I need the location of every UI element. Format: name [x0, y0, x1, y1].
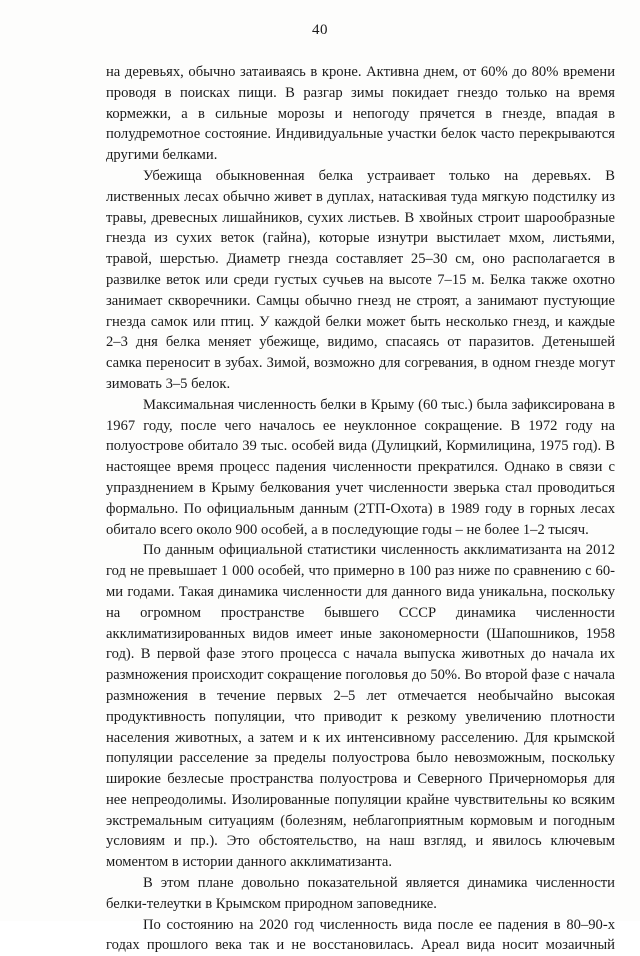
paragraph-4: По данным официальной статистики численность акклиматизанта на 2012 год не превышает 1 000 особей, что примерно в 100 раз ниже по сравнению с 60-ми годами. Такая динамика численности для данного вида уникальна, поскольку на огромном пространстве бывшего СССР динамика численности акклиматизированных видов имеет иные закономерности (Шапошников, 1958 год). В первой фазе этого процесса с начала выпуска животных до начала их размножения происходит сокращение поголовья до 50%. Во второй фазе с начала размножения в течение первых 2–5 лет отмечается необычайно высокая продуктивность популяции, что приводит к резкому увеличению плотности населения животных, а затем и к их интенсивному расселению. Для крымской популяции расселение за пределы полуострова было невозможным, поскольку широкие безлесые пространства полуострова и Северного Причерноморья для нее непреодолимы. Изолированные популяции крайне чувствительны ко всяким экстремальным ситуациям (болезням, неблагоприятным кормовым и погодным условиям и пр.). Это обстоятельство, на наш взгляд, и явилось ключевым моментом в истории данного акклиматизанта. — [106, 542, 615, 871]
paragraph-6: По состоянию на 2020 год численность вида после ее падения в 80–90-х годах прошлого века так и не восстановилась. Ареал вида носит мозаичный — [106, 916, 615, 954]
body-text — [106, 62, 615, 956]
paragraph-5: В этом плане довольно показательной является динамика численности белки-телеутки в Крымском природном заповеднике. — [106, 875, 615, 912]
paragraph-1: на деревьях, обычно затаиваясь в кроне. Активна днем, от 60% до 80% времени проводя в поисках пищи. В разгар зимы покидает гнездо только на время кормежки, а в сильные морозы и непогоду прячется в гнезде, впадая в полудремотное состояние. Индивидуальные участки белок часто перекрываются другими белками. — [106, 64, 615, 164]
paragraph-2: Убежища обыкновенная белка устраивает только на деревьях. В лиственных лесах обычно живет в дуплах, натаскивая туда мягкую подстилку из травы, древесных лишайников, сухих листьев. В хвойных строит шарообразные гнезда из сухих веток (гайна), которые изнутри выстилает мхом, листьями, травой, шерстью. Диаметр гнезда составляет 25–30 см, оно располагается в развилке веток или среди густых сучьев на высоте 7–15 м. Белка также охотно занимает скворечники. Самцы обычно гнезд не строят, а занимают пустующие гнезда самок или птиц. У каждой белки может быть несколько гнезд, и каждые 2–3 дня белка меняет убежище, видимо, спасаясь от паразитов. Детенышей самка переносит в зубах. Зимой, возможно для согревания, в одном гнезде могут зимовать 3–5 белок. — [106, 167, 615, 392]
paragraph-3: Максимальная численность белки в Крыму (60 тыс.) была зафиксирована в 1967 году, после чего началось ее неуклонное сокращение. В 1972 году на полуострове обитало 39 тыс. особей вида (Дулицкий, Кормилицина, 1975 год). В настоящее время процесс падения численности прекратился. Однако в связи с упразднением в Крыму белкования учет численности зверька стал проводиться формально. По официальным данным (2ТП-Охота) в 1989 году в горных лесах обитало всего около 900 особей, а в последующие годы – не более 1–2 тысяч. — [106, 396, 615, 538]
page-number: 40 — [312, 22, 328, 38]
